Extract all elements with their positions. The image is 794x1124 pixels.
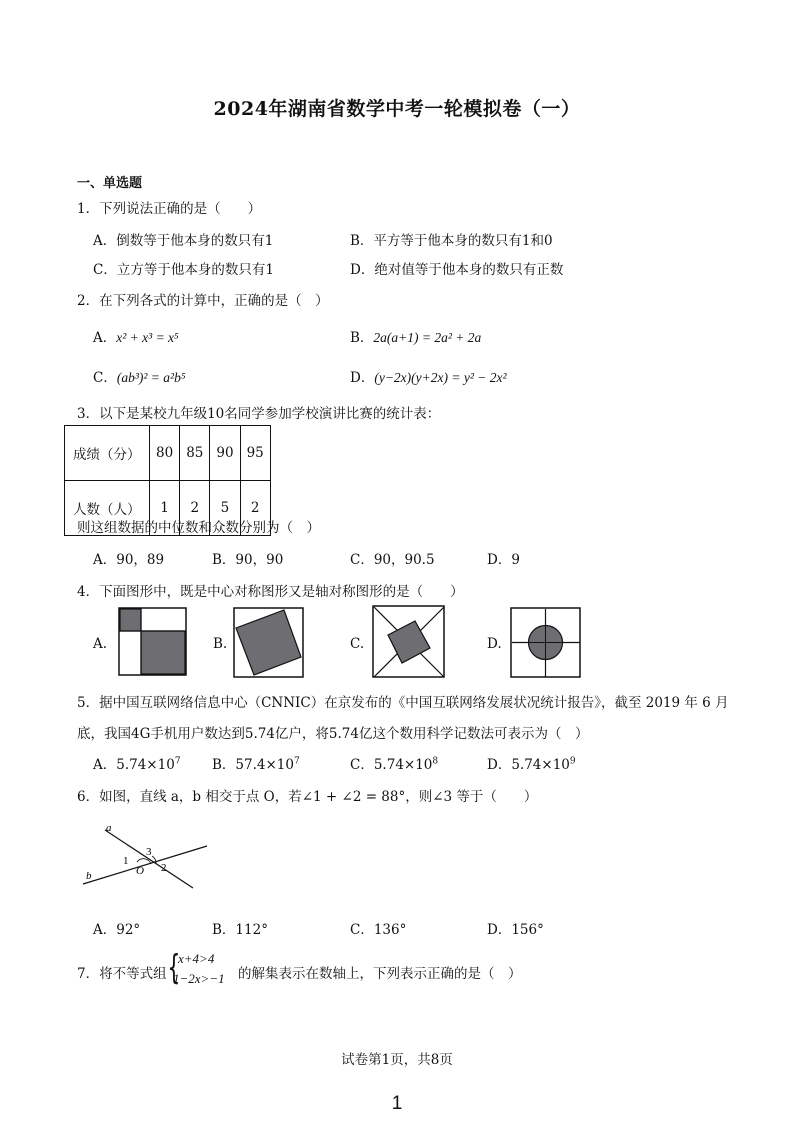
- q2-option-c-label: C．: [93, 370, 117, 386]
- q4-option-a-label: A.: [93, 636, 108, 652]
- q7-inequality-1: x+4>4: [178, 951, 215, 966]
- q5-option-b-label: B．: [212, 757, 236, 773]
- q5-option-c-label: C．: [350, 757, 374, 773]
- q3-stem: 3．以下是某校九年级10名同学参加学校演讲比赛的统计表：: [77, 406, 441, 422]
- q4-option-d-label: D.: [487, 636, 502, 652]
- label-a: a: [106, 822, 112, 834]
- q6-option-b: B．112°: [212, 922, 268, 938]
- q5-option-b-mantissa: 57.4×10: [235, 757, 294, 773]
- table-cell: 1: [150, 481, 180, 536]
- q5-option-c: [350, 753, 438, 773]
- q2-option-c: [93, 366, 186, 386]
- q6-intersecting-lines-figure: [75, 818, 215, 890]
- q6-option-d: D．156°: [487, 922, 544, 938]
- label-angle-2: 2: [161, 862, 167, 874]
- q3-follow: 则这组数据的中位数和众数分别为（ ）: [77, 520, 320, 536]
- q6-option-c: C．136°: [350, 922, 407, 938]
- q6-stem: 6．如图，直线 a，b 相交于点 O，若∠1 + ∠2 = 88°，则∠3 等于（ ）: [77, 789, 538, 805]
- q1-option-a: A．倒数等于他本身的数只有1: [93, 233, 274, 249]
- q5-option-a-mantissa: 5.74×10: [116, 757, 175, 773]
- q4-figure-a: [118, 607, 188, 677]
- q7-stem-pre: 7．将不等式组: [77, 966, 167, 982]
- line-a: [105, 830, 193, 888]
- label-b: b: [86, 870, 92, 882]
- q2-option-a: [93, 326, 179, 346]
- page-title: 2024年湖南省数学中考一轮模拟卷（一）: [213, 98, 581, 120]
- q4-figure-b: [233, 607, 305, 679]
- label-angle-1: 1: [123, 855, 129, 867]
- q3-option-b: B．90，90: [212, 552, 284, 568]
- q2-option-b-label: B．: [350, 330, 374, 346]
- q2-option-b-expr: 2a(a+1) = 2a² + 2a: [373, 330, 482, 345]
- page-number: 1: [391, 1093, 403, 1114]
- q4-stem: 4．下面图形中，既是中心对称图形又是轴对称图形的是（ ）: [77, 584, 464, 600]
- table-cell: 2: [180, 481, 210, 536]
- q5-line2: 底，我国4G手机用户数达到5.74亿户，将5.74亿这个数用科学记数法可表示为（ ）: [77, 726, 589, 742]
- table-cell: 90: [210, 426, 240, 481]
- table-row: [65, 426, 271, 481]
- q2-option-c-expr: (ab³)² = a²b⁵: [116, 370, 186, 385]
- q7-stem-post: 的解集表示在数轴上，下列表示正确的是（ ）: [238, 966, 522, 982]
- q4-figure-d: [510, 607, 582, 679]
- q2-option-a-expr: x² + x³ = x⁵: [116, 330, 179, 345]
- q5-option-b-exponent: 7: [293, 756, 300, 767]
- q3-option-a: A．90，89: [93, 552, 165, 568]
- line-b: [83, 846, 207, 884]
- q6-option-a: A．92°: [93, 922, 141, 938]
- page-footer: 试卷第1页，共8页: [341, 1052, 453, 1068]
- label-angle-3: 3: [146, 846, 152, 858]
- brace-icon: {: [167, 948, 181, 988]
- q2-option-d-label: D．: [350, 370, 375, 386]
- table-cell: 80: [150, 426, 180, 481]
- q5-option-d-mantissa: 5.74×10: [511, 757, 570, 773]
- q5-option-c-mantissa: 5.74×10: [373, 757, 433, 773]
- q5-option-a-exponent: 7: [174, 756, 181, 767]
- table-cell: 5: [210, 481, 240, 536]
- table-header-count: 人数（人）: [65, 481, 150, 536]
- label-point-o: O: [136, 865, 144, 877]
- q2-option-b: [350, 326, 481, 346]
- q5-option-a: [93, 753, 181, 773]
- q5-option-b: [212, 753, 300, 773]
- table-cell: 95: [240, 426, 270, 481]
- q5-option-d-label: D．: [487, 757, 512, 773]
- q2-option-a-label: A．: [93, 330, 117, 346]
- q2-option-d-expr: (y−2x)(y+2x) = y² − 2x²: [374, 370, 507, 385]
- q7-inequality-2: 1−2x>−1: [173, 971, 225, 986]
- q1-option-b: B．平方等于他本身的数只有1和0: [350, 233, 553, 249]
- q3-option-d: D．9: [487, 552, 520, 568]
- q1-stem: 1．下列说法正确的是（ ）: [77, 201, 262, 217]
- table-header-score: 成绩（分）: [65, 426, 150, 481]
- q4-option-c-label: C.: [350, 636, 365, 652]
- q2-option-d: [350, 366, 507, 386]
- q3-option-c: C．90，90.5: [350, 552, 435, 568]
- q5-option-a-label: A．: [93, 757, 117, 773]
- q4-option-b-label: B.: [213, 636, 228, 652]
- q5-option-d-exponent: 9: [569, 756, 576, 767]
- q5-option-c-exponent: 8: [432, 756, 439, 767]
- q2-stem: 2．在下列各式的计算中，正确的是（ ）: [77, 293, 329, 309]
- q1-option-d: D．绝对值等于他本身的数只有正数: [350, 262, 564, 278]
- q5-line1: 5．据中国互联网络信息中心（CNNIC）在京发布的《中国互联网络发展状况统计报告》，截至 2019 年 6 月: [77, 695, 729, 711]
- section-heading: 一、单选题: [77, 176, 143, 191]
- q1-option-c: C．立方等于他本身的数只有1: [93, 262, 274, 278]
- q4-figure-c: [372, 605, 446, 679]
- q5-option-d: [487, 753, 576, 773]
- table-cell: 2: [240, 481, 270, 536]
- table-cell: 85: [180, 426, 210, 481]
